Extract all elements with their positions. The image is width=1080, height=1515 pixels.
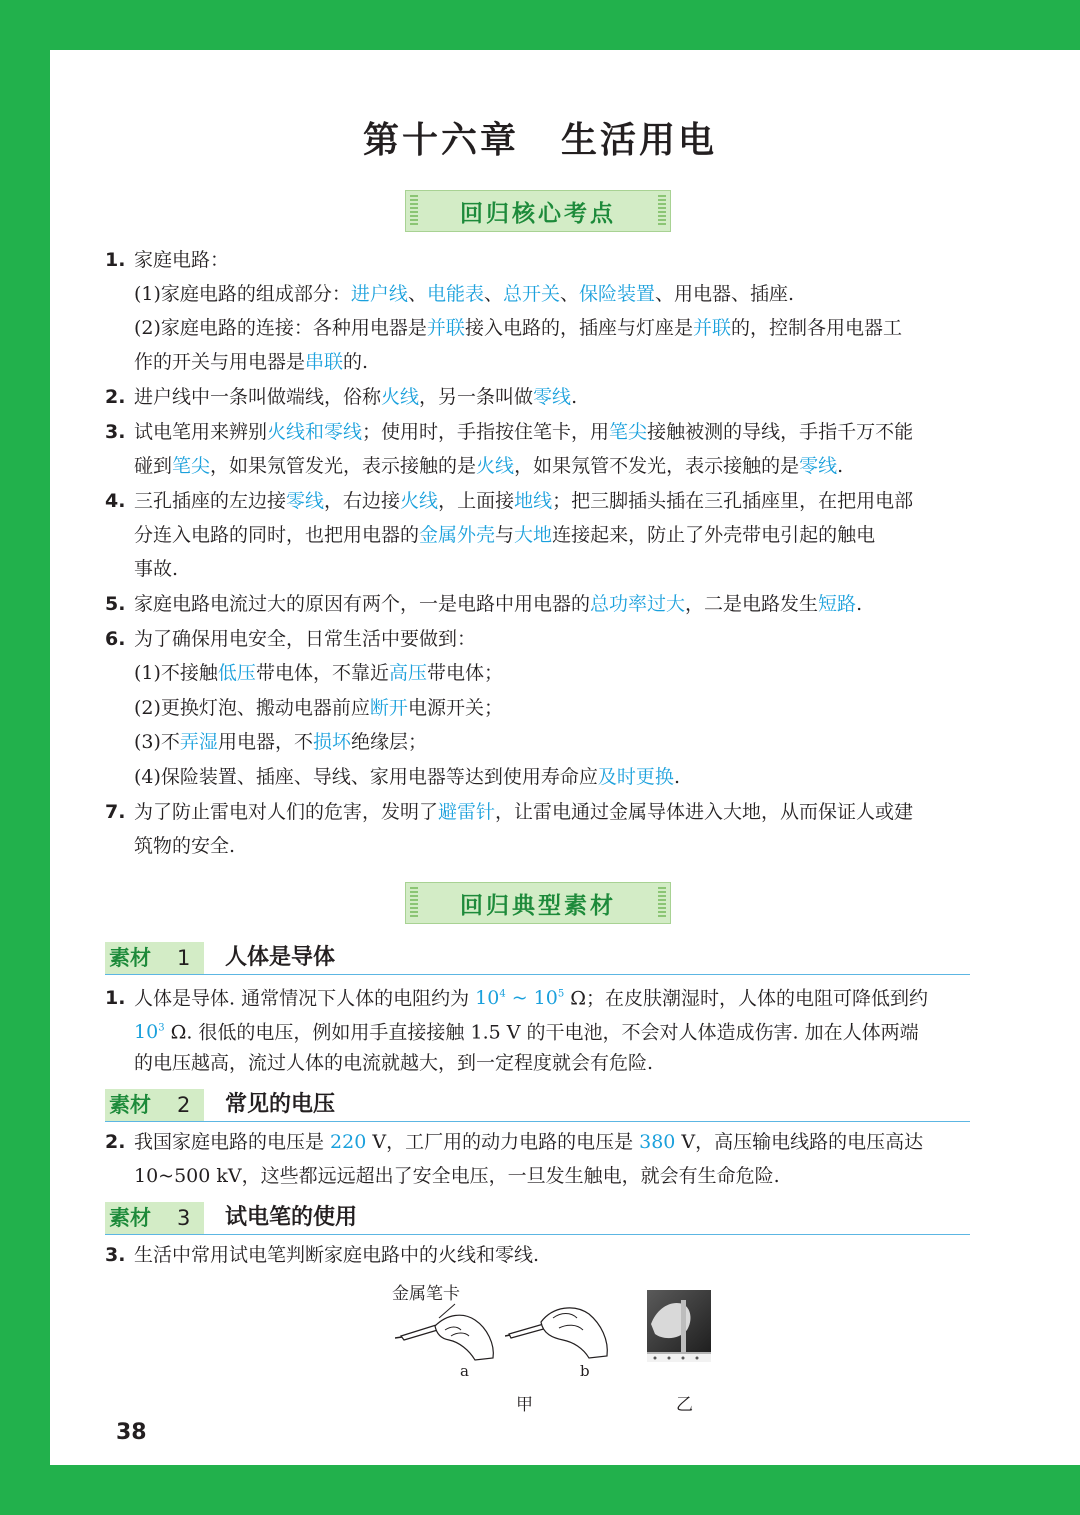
point-6-1: (1)不接触低压带电体，不靠近高压带电体； <box>134 662 503 684</box>
material-2-header <box>105 1089 970 1122</box>
photo-test-pen <box>647 1290 711 1362</box>
banner-typical-material: 回归典型素材 <box>405 882 671 924</box>
material-1-line-3: 的电压越高，流过人体的电流就越大，到一定程度就会有危险. <box>134 1052 654 1074</box>
material-1-line-1: 1. 人体是导体. 通常情况下人体的电阻约为 $10^4$ ~ $10^5$ Ω；在皮肤潮湿时，人体的电阻可降低到约 <box>105 987 929 1010</box>
point-3: 3. 试电笔用来辨别火线和零线；使用时，手指按住笔卡，用笔尖接触被测的导线，手指千万不能 <box>105 421 914 443</box>
material-tag: 素材 2 <box>105 1089 204 1121</box>
point-6-2: (2)更换灯泡、搬动电器前应断开电源开关； <box>134 697 503 719</box>
page-number: 38 <box>116 1420 147 1445</box>
material-tag: 素材 3 <box>105 1202 204 1234</box>
material-3-title: 试电笔的使用 <box>225 1205 358 1230</box>
hand-icon <box>435 1315 493 1360</box>
point-3-cont: 碰到笔尖，如果氖管发光，表示接触的是火线，如果氖管不发光，表示接触的是零线. <box>134 455 844 477</box>
point-1-1: (1)家庭电路的组成部分：进户线、电能表、总开关、保险装置、用电器、插座. <box>134 283 795 305</box>
chapter-name: 生活用电 <box>561 120 718 161</box>
hand-pen-illustration-b <box>505 1296 617 1364</box>
material-1-header <box>105 942 970 975</box>
point-1-2-cont: 作的开关与用电器是串联的. <box>134 351 369 373</box>
point-5: 5. 家庭电路电流过大的原因有两个，一是电路中用电器的总功率过大，二是电路发生短路. <box>105 593 863 615</box>
point-7: 7. 为了防止雷电对人们的危害，发明了避雷针，让雷电通过金属导体进入大地，从而保证人或建 <box>105 801 914 823</box>
point-1-2: (2)家庭电路的连接：各种用电器是并联接入电路的，插座与灯座是并联的，控制各用电器工 <box>134 317 902 339</box>
point-4-cont: 分连入电路的同时，也把用电器的金属外壳与大地连接起来，防止了外壳带电引起的触电 <box>134 524 876 546</box>
point-1: 1. 家庭电路： <box>105 249 230 271</box>
material-1-title: 人体是导体 <box>225 945 336 970</box>
material-2-line-1: 2. 我国家庭电路的电压是 220 V，工厂用的动力电路的电压是 380 V，高压输电线路的电压高达 <box>105 1131 924 1153</box>
point-4: 4. 三孔插座的左边接零线，右边接火线，上面接地线；把三脚插头插在三孔插座里，在把用电部 <box>105 490 914 512</box>
figure-label-a: a <box>460 1362 469 1380</box>
figure-label-yi: 乙 <box>676 1395 693 1415</box>
chapter-title <box>0 112 1080 163</box>
banner-core-points: 回归核心考点 <box>405 190 671 232</box>
material-3-header <box>105 1202 970 1235</box>
hand-pen-illustration-a <box>395 1296 505 1364</box>
material-tag: 素材 1 <box>105 942 204 974</box>
point-6-3: (3)不弄湿用电器，不损坏绝缘层； <box>134 731 427 753</box>
point-6-4: (4)保险装置、插座、导线、家用电器等达到使用寿命应及时更换. <box>134 766 680 788</box>
chapter-number: 第十六章 <box>362 120 519 161</box>
figure-label-jia: 甲 <box>516 1395 533 1415</box>
point-7-cont: 筑物的安全. <box>134 835 236 857</box>
figure-label-metal-clip: 金属笔卡 <box>392 1284 460 1304</box>
material-3-line-1: 3. 生活中常用试电笔判断家庭电路中的火线和零线. <box>105 1244 540 1266</box>
material-2-title: 常见的电压 <box>225 1092 336 1117</box>
test-pen-icon <box>681 1300 686 1352</box>
point-6: 6. 为了确保用电安全，日常生活中要做到： <box>105 628 477 650</box>
point-4-cont2: 事故. <box>134 558 179 580</box>
point-2: 2. 进户线中一条叫做端线，俗称火线，另一条叫做零线. <box>105 386 578 408</box>
material-1-line-2: $10^3$ Ω. 很低的电压，例如用手直接接触 1.5 V 的干电池，不会对人体造成伤害. 加在人体两端 <box>134 1021 919 1044</box>
material-2-line-2: 10~500 kV，这些都远远超出了安全电压，一旦发生触电，就会有生命危险. <box>134 1165 780 1187</box>
figure-label-b: b <box>580 1362 590 1380</box>
